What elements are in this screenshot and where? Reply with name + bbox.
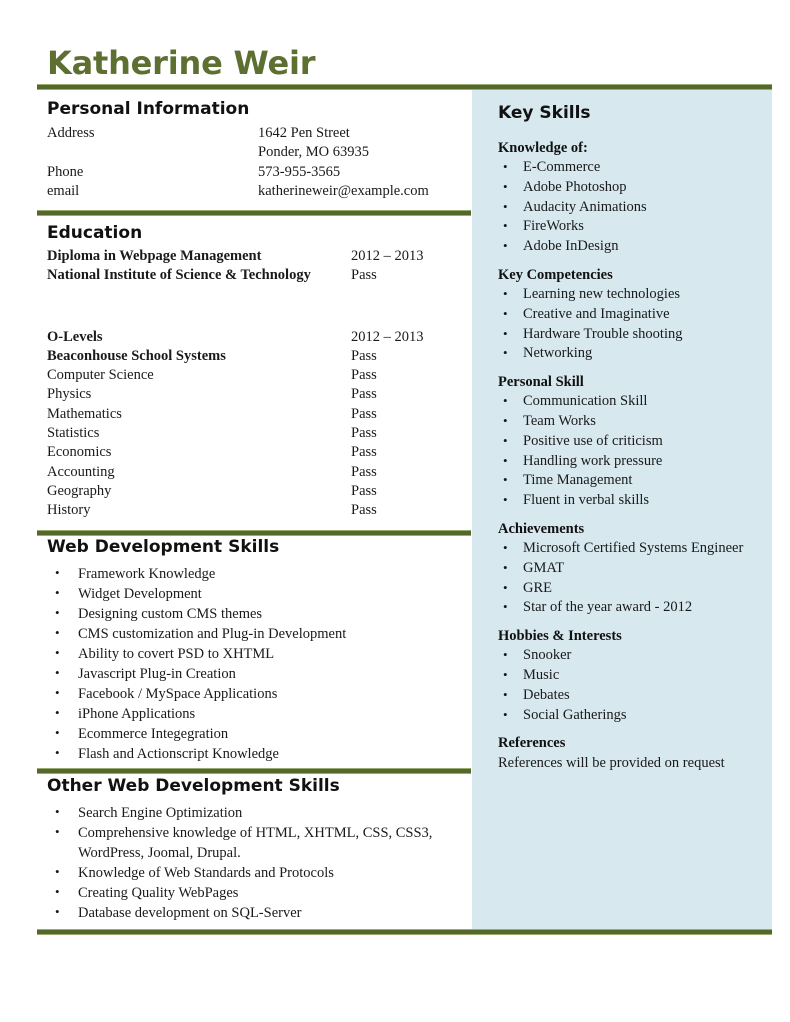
table-row <box>47 124 467 143</box>
contact-label <box>47 143 258 162</box>
list-item: • Database development on SQL-Server <box>47 903 467 923</box>
subject-name: History <box>47 502 91 519</box>
subject-result: Pass <box>351 482 377 499</box>
section-other-web-development-skills <box>47 775 467 923</box>
subheading-personal-skill: Personal Skill <box>498 374 584 391</box>
list-item: • Designing custom CMS themes <box>47 604 467 624</box>
table-row <box>47 405 467 424</box>
personal-skill-list <box>498 392 750 511</box>
list-item: • E-Commerce <box>498 158 750 178</box>
sidebar-key-skills <box>472 90 772 929</box>
divider-education <box>37 210 471 216</box>
section-heading-other-web-development-skills: Other Web Development Skills <box>47 776 340 796</box>
subheading-hobbies-interests: Hobbies & Interests <box>498 628 622 645</box>
candidate-name-block <box>47 44 747 82</box>
knowledge-of-list <box>498 158 750 257</box>
subject-result: Pass <box>351 425 377 442</box>
list-item: • CMS customization and Plug-in Development <box>47 624 467 644</box>
subject-name: Physics <box>47 386 92 403</box>
list-item: • Creative and Imaginative <box>498 305 750 325</box>
subheading-key-competencies: Key Competencies <box>498 266 613 283</box>
list-item: • Microsoft Certified Systems Engineer <box>498 539 750 559</box>
education-title: O-Levels <box>47 328 103 345</box>
list-item: • Flash and Actionscript Knowledge <box>47 744 467 764</box>
table-row <box>47 366 467 385</box>
subject-result: Pass <box>351 502 377 519</box>
list-item: • Star of the year award - 2012 <box>498 598 750 618</box>
divider-other-web-development <box>37 768 471 774</box>
education-title: Diploma in Webpage Management <box>47 248 262 264</box>
page-title: Katherine Weir <box>47 44 316 82</box>
contact-value: katherineweir@example.com <box>258 182 429 199</box>
section-heading-education: Education <box>47 223 143 243</box>
contact-label: Address <box>47 125 95 141</box>
table-row <box>47 163 467 182</box>
subject-name: Economics <box>47 444 112 461</box>
list-item: • Learning new technologies <box>498 285 750 305</box>
list-item: • Handling work pressure <box>498 452 750 472</box>
subject-name: Accounting <box>47 463 115 480</box>
list-item: • GMAT <box>498 559 750 579</box>
subheading-achievements: Achievements <box>498 520 585 537</box>
list-item: • Positive use of criticism <box>498 432 750 452</box>
subject-result: Pass <box>351 444 377 461</box>
list-item: • Adobe InDesign <box>498 237 750 257</box>
subject-name: Mathematics <box>47 405 122 422</box>
section-heading-key-skills: Key Skills <box>498 103 591 123</box>
list-item: • Networking <box>498 344 750 364</box>
list-item: • Framework Knowledge <box>47 564 467 584</box>
contact-value: 573-955-3565 <box>258 163 341 180</box>
table-row <box>47 424 467 443</box>
list-item: • iPhone Applications <box>47 704 467 724</box>
education-title: National Institute of Science & Technology <box>47 267 311 284</box>
education-table <box>47 247 467 521</box>
list-item: • Search Engine Optimization <box>47 803 467 823</box>
table-row <box>47 385 467 404</box>
list-item: • Knowledge of Web Standards and Protocols <box>47 863 467 883</box>
section-education <box>47 222 467 521</box>
table-row <box>47 266 467 285</box>
education-period: 2012 – 2013 <box>351 248 424 264</box>
education-result: Pass <box>351 267 377 284</box>
list-item: • Creating Quality WebPages <box>47 883 467 903</box>
list-item: • GRE <box>498 579 750 599</box>
table-row <box>47 501 467 520</box>
list-item: • Javascript Plug-in Creation <box>47 664 467 684</box>
contact-label: email <box>47 182 80 199</box>
subject-result: Pass <box>351 463 377 480</box>
list-item: • Hardware Trouble shooting <box>498 325 750 345</box>
divider-bottom <box>37 929 772 935</box>
table-row <box>47 443 467 462</box>
list-item: • Widget Development <box>47 584 467 604</box>
section-heading-personal-information: Personal Information <box>47 99 250 119</box>
contact-value: 1642 Pen Street <box>258 125 350 141</box>
table-row <box>47 482 467 501</box>
list-item: • Team Works <box>498 412 750 432</box>
subject-name: Statistics <box>47 425 100 442</box>
table-row <box>47 182 467 201</box>
education-period: 2012 – 2013 <box>351 328 424 345</box>
hobbies-interests-list <box>498 646 750 725</box>
table-row <box>47 328 467 347</box>
list-item: • Communication Skill <box>498 392 750 412</box>
other-web-development-skills-list <box>47 803 467 923</box>
references-text: References will be provided on request <box>498 755 725 772</box>
subject-result: Pass <box>351 386 377 403</box>
subject-name: Geography <box>47 482 112 499</box>
contact-table <box>47 124 467 201</box>
section-heading-web-development-skills: Web Development Skills <box>47 537 280 557</box>
subject-result: Pass <box>351 367 377 384</box>
table-row <box>47 143 467 162</box>
list-item: • Debates <box>498 686 750 706</box>
list-item: • Fluent in verbal skills <box>498 491 750 511</box>
table-spacer-row <box>47 286 467 328</box>
list-item: • Adobe Photoshop <box>498 178 750 198</box>
table-row <box>47 247 467 266</box>
list-item: • Facebook / MySpace Applications <box>47 684 467 704</box>
subheading-references: References <box>498 735 566 752</box>
achievements-list <box>498 539 750 618</box>
key-competencies-list <box>498 285 750 364</box>
section-personal-information <box>47 98 467 201</box>
list-item: • Social Gatherings <box>498 706 750 726</box>
list-item: • Audacity Animations <box>498 198 750 218</box>
contact-value: Ponder, MO 63935 <box>258 144 369 161</box>
subject-name: Computer Science <box>47 367 154 384</box>
list-item: • FireWorks <box>498 217 750 237</box>
subject-result: Pass <box>351 405 377 422</box>
education-result: Pass <box>351 347 377 364</box>
list-item: • Ability to covert PSD to XHTML <box>47 644 467 664</box>
education-title: Beaconhouse School Systems <box>47 347 226 364</box>
table-row <box>47 347 467 366</box>
table-row <box>47 463 467 482</box>
list-item: • Music <box>498 666 750 686</box>
contact-label: Phone <box>47 163 84 180</box>
list-item: • Comprehensive knowledge of HTML, XHTML, CSS, CSS3, WordPress, Joomal, Drupal. <box>47 823 467 863</box>
web-development-skills-list <box>47 564 467 764</box>
list-item: • Ecommerce Integegration <box>47 724 467 744</box>
subheading-knowledge-of: Knowledge of: <box>498 140 588 156</box>
list-item: • Time Management <box>498 471 750 491</box>
list-item: • Snooker <box>498 646 750 666</box>
section-web-development-skills <box>47 536 467 764</box>
